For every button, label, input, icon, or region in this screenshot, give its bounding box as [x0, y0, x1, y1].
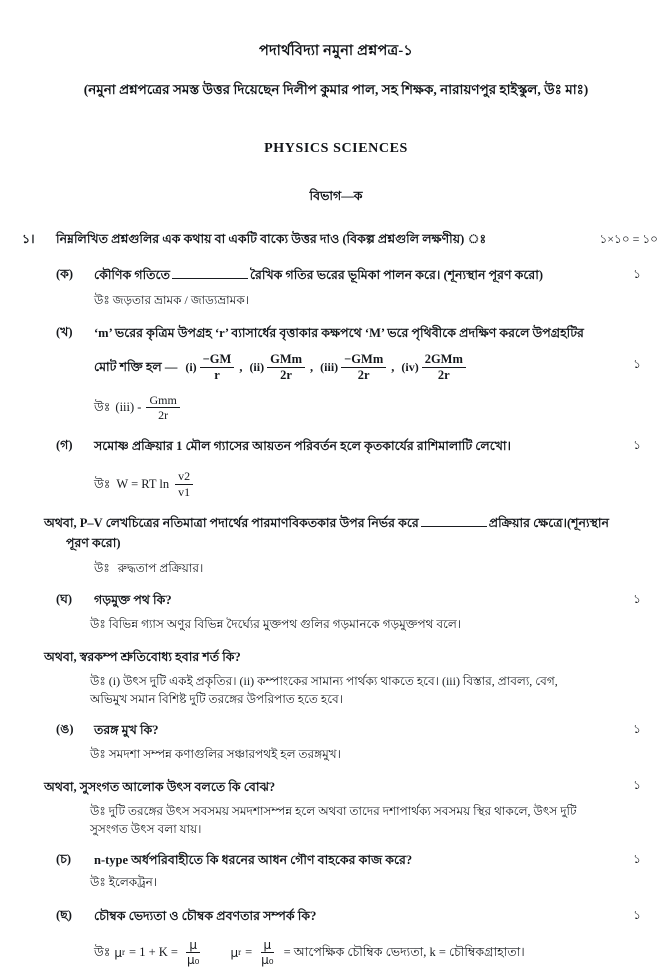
alternate-uo-text: অথবা, সুসংগত আলোক উৎস বলতে কি বোঝ? — [44, 779, 276, 794]
answer-chha-num-1: μ — [186, 939, 200, 953]
kha-option-iii-tag: (iii) — [320, 360, 339, 375]
answer-kha-fraction — [146, 394, 179, 421]
answer-uo-prefix: উঃ — [90, 746, 106, 761]
answer-chha-prefix: উঃ — [94, 945, 111, 960]
subquestion-ga — [0, 437, 672, 457]
question-1-instruction: নিম্নলিখিত প্রশ্নগুলির এক কথায় বা একটি বাক্যে উত্তর দাও (বিকল্প প্রশ্নগুলি লক্ষণীয়) ঃ — [56, 232, 487, 246]
kha-option-i-denominator: r — [214, 368, 220, 383]
kha-option-ii-numerator: GMm — [267, 353, 305, 368]
answer-alt-ga-text: রুদ্ধতাপ প্রক্রিয়ার। — [117, 560, 204, 575]
subquestion-cha — [0, 851, 672, 871]
kha-line-1: ‘m’ ভরের কৃত্রিম উপগ্রহ ‘r’ ব্যাসার্ধের বৃত্তাকার কক্ষপথে ‘M’ ভরে পৃথিবীকে প্রদক্ষিণ করলে উপগ্রহটির — [94, 326, 584, 340]
kha-option-i-fraction — [200, 353, 235, 382]
subquestion-gha-text: গড়মুক্ত পথ কি? — [94, 592, 172, 607]
alternate-ga-fill-blank — [421, 515, 487, 527]
answer-ga-fraction — [175, 470, 193, 497]
kha-option-i-tag: (i) — [185, 360, 197, 375]
answer-chha-math — [94, 939, 654, 966]
kha-line-2-prefix: মোট শক্তি হল — — [94, 359, 178, 374]
kha-option-iii-numerator: −GMm — [341, 353, 386, 368]
subquestion-chha-marks: ১ — [633, 907, 641, 922]
kha-option-ii — [249, 353, 307, 382]
answer-chha-fraction-2 — [258, 939, 276, 966]
subquestion-chha-text: চৌম্বক ভেদ্যতা ও চৌম্বক প্রবণতার সম্পর্ক কি? — [94, 908, 317, 923]
subquestion-ga-label: (গ) — [56, 438, 73, 453]
subject-title: PHYSICS SCIENCES — [264, 141, 408, 156]
answer-chha — [0, 939, 672, 966]
kha-option-iv-denominator: 2r — [437, 368, 450, 383]
answer-ga — [0, 470, 672, 497]
answer-uo-text: সমদশা সম্পন্ন কণাগুলির সঞ্চারপথই হল তরঙ্গমুখ। — [108, 746, 341, 761]
answer-chha-tail: = আপেক্ষিক চৌম্বিক ভেদ্যতা, k = চৌম্বিকগ্রাহাতা। — [283, 945, 525, 960]
ka-fill-blank — [172, 267, 248, 279]
answer-alt-ga-prefix: উঃ — [94, 560, 110, 575]
question-1-marks: ১×১০ = ১০ — [599, 232, 658, 246]
answer-uo — [0, 745, 672, 763]
section-title: বিভাগ—ক — [309, 189, 363, 203]
answer-cha-text: ইলেকট্রন। — [108, 874, 158, 889]
answer-alt-gha-line2: অভিমুখ সমান বিশিষ্ট দুটি তরঙ্গের উপরিপাত হতে হবে। — [90, 691, 344, 706]
subquestion-ka-marks: ১ — [633, 267, 641, 281]
question-1-header — [0, 208, 672, 251]
answer-kha-math — [94, 394, 654, 421]
subquestion-cha-marks: ১ — [633, 851, 641, 866]
kha-option-iv — [401, 353, 468, 382]
subquestion-kha-text — [94, 324, 616, 382]
answer-kha-tag: (iii) - — [115, 400, 142, 415]
alternate-gha — [0, 647, 672, 667]
answer-chha-eq-2: = — [245, 945, 253, 960]
answer-chha-mu-2: μ — [230, 945, 239, 960]
subquestion-uo-text: তরঙ্গ মুখ কি? — [94, 722, 159, 737]
kha-option-i-numerator: −GM — [200, 353, 235, 368]
kha-option-ii-tag: (ii) — [249, 360, 265, 375]
alternate-ga — [0, 513, 672, 553]
answer-alt-gha-prefix: উঃ — [90, 673, 106, 688]
answer-chha-den-1: μ₀ — [186, 953, 200, 967]
answer-ka-text: জড়তার ভ্রামক / জাড্যভ্রামক। — [112, 293, 250, 307]
answer-chha-sub-1: r — [122, 946, 126, 957]
subquestion-kha-label: (খ) — [56, 325, 73, 339]
subquestion-ka — [0, 266, 672, 286]
answer-chha-den-2: μ₀ — [261, 953, 274, 967]
answer-alt-uo-line2: সুসংগত উৎস বলা যায়। — [90, 821, 202, 836]
answer-ga-lhs: W = RT ln — [116, 476, 170, 491]
alternate-ga-text — [44, 513, 658, 553]
answer-gha — [0, 615, 672, 633]
subquestion-gha — [0, 591, 672, 611]
answer-chha-fraction-1 — [184, 939, 202, 966]
subquestion-cha-text: n-type অর্ধপরিবাহীতে কি ধরনের আধন গৌণ বাহকের কাজ করে? — [94, 852, 413, 867]
answer-prefix: উঃ — [94, 293, 110, 307]
answer-ga-math — [94, 470, 654, 497]
answer-ka — [0, 291, 672, 309]
kha-option-ii-denominator: 2r — [280, 368, 292, 383]
subquestion-uo-label: (ঙ) — [56, 721, 74, 736]
answer-chha-num-2: μ — [261, 939, 275, 953]
kha-comma-2: , — [310, 359, 314, 374]
answer-kha — [0, 394, 672, 421]
subquestion-kha-marks: ১ — [633, 357, 641, 371]
kha-comma-1: , — [239, 359, 243, 374]
alternate-uo-marks: ১ — [633, 777, 641, 792]
answer-gha-text: বিভিন্ন গ্যাস অণুর বিভিন্ন দৈর্ঘ্যের মুক্তপথ গুলির গড়মানকে গড়মুক্তপথ বলে। — [108, 616, 462, 631]
answer-alt-gha-line1 — [90, 672, 654, 690]
subquestion-gha-label: (ঘ) — [56, 591, 73, 606]
answer-alternate-uo — [0, 802, 672, 838]
subquestion-uo-marks: ১ — [633, 721, 641, 736]
kha-options-row — [94, 353, 616, 382]
alternate-uo — [0, 777, 672, 797]
answer-cha-prefix: উঃ — [90, 874, 106, 889]
answer-chha-sub-2: r — [238, 946, 242, 957]
subquestion-chha-label: (ছ) — [56, 907, 72, 922]
answer-alt-gha-text1: (i) উৎস দুটি একই প্রকৃতির। (ii) কম্পাংকের সামান্য পার্থক্য থাকতে হবে। (iii) বিস্তার, প্রাবল্য, বেগ, — [108, 673, 558, 688]
kha-option-iv-fraction — [422, 353, 466, 382]
answer-gha-prefix: উঃ — [90, 616, 106, 631]
answer-kha-denominator: 2r — [158, 408, 169, 423]
kha-option-iii-denominator: 2r — [357, 368, 370, 383]
ka-text-before: কৌণিক গতিতে — [94, 268, 170, 282]
alternate-ga-after: প্রক্রিয়ার ক্ষেত্রে।(শূন্যস্থান — [488, 515, 609, 530]
kha-option-iii-fraction — [341, 353, 386, 382]
answer-alternate-ga — [0, 559, 672, 577]
answer-alt-uo-line1 — [90, 802, 654, 820]
alternate-ga-line2: পূরণ করো) — [66, 535, 121, 550]
answer-ga-numerator: v2 — [175, 470, 193, 484]
question-1-number: ১। — [22, 232, 35, 246]
page-subtitle: (নমুনা প্রশ্নপত্রের সমস্ত উত্তর দিয়েছেন দিলীপ কুমার পাল, সহ শিক্ষক, নারায়ণপুর হাইস্কুল, উঃ মাঃ) — [83, 82, 589, 97]
answer-kha-numerator: Gmm — [146, 394, 179, 408]
subquestion-chha — [0, 907, 672, 927]
answer-alt-uo-prefix: উঃ — [90, 803, 106, 818]
subquestion-ka-label: (ক) — [56, 267, 74, 281]
subquestion-ga-marks: ১ — [633, 438, 641, 453]
kha-option-iv-tag: (iv) — [401, 360, 419, 375]
subquestion-gha-marks: ১ — [633, 591, 641, 606]
answer-cha — [0, 873, 672, 891]
kha-option-ii-fraction — [267, 353, 305, 382]
answer-chha-eq-1: = 1 + K = — [129, 945, 178, 960]
subquestion-ka-text — [94, 266, 616, 285]
kha-comma-3: , — [391, 359, 395, 374]
answer-alt-uo-text1: দুটি তরঙ্গের উৎস সবসময় সমদশাসম্পন্ন হলে অথবা তাদের দশাপার্থক্য সবসময় স্থির থাকলে, উৎস দুটি — [108, 803, 577, 818]
answer-chha-mu-1: μ — [114, 945, 123, 960]
subquestion-cha-label: (চ) — [56, 851, 72, 866]
kha-option-i — [185, 353, 236, 382]
subquestion-kha — [0, 324, 672, 382]
answer-ga-denominator: v1 — [178, 484, 191, 499]
kha-option-iv-numerator: 2GMm — [422, 353, 466, 368]
alternate-gha-text: অথবা, স্বরকম্প শ্রুতিবোধ্য হবার শর্ত কি? — [44, 649, 241, 664]
subquestion-ga-text: সমোষ্ণ প্রক্রিয়ার 1 মৌল গ্যাসের আয়তন পরিবর্তন হলে কৃতকার্যের রাশিমালাটি লেখো। — [94, 439, 512, 454]
kha-option-iii — [320, 353, 388, 382]
answer-ga-prefix: উঃ — [94, 476, 111, 491]
ka-text-after: রৈখিক গতির ভরের ভূমিকা পালন করে। (শূন্যস্থান পূরণ করো) — [249, 268, 544, 282]
answer-alternate-gha — [0, 672, 672, 708]
subquestion-uo — [0, 721, 672, 741]
page-title: পদার্থবিদ্যা নমুনা প্রশ্নপত্র-১ — [259, 43, 413, 59]
alternate-ga-before: অথবা, P–V লেখচিত্রের নতিমাত্রা পদার্থের পারমাণবিকতকার উপর নির্ভর করে — [44, 515, 419, 530]
answer-kha-prefix: উঃ — [94, 400, 111, 415]
